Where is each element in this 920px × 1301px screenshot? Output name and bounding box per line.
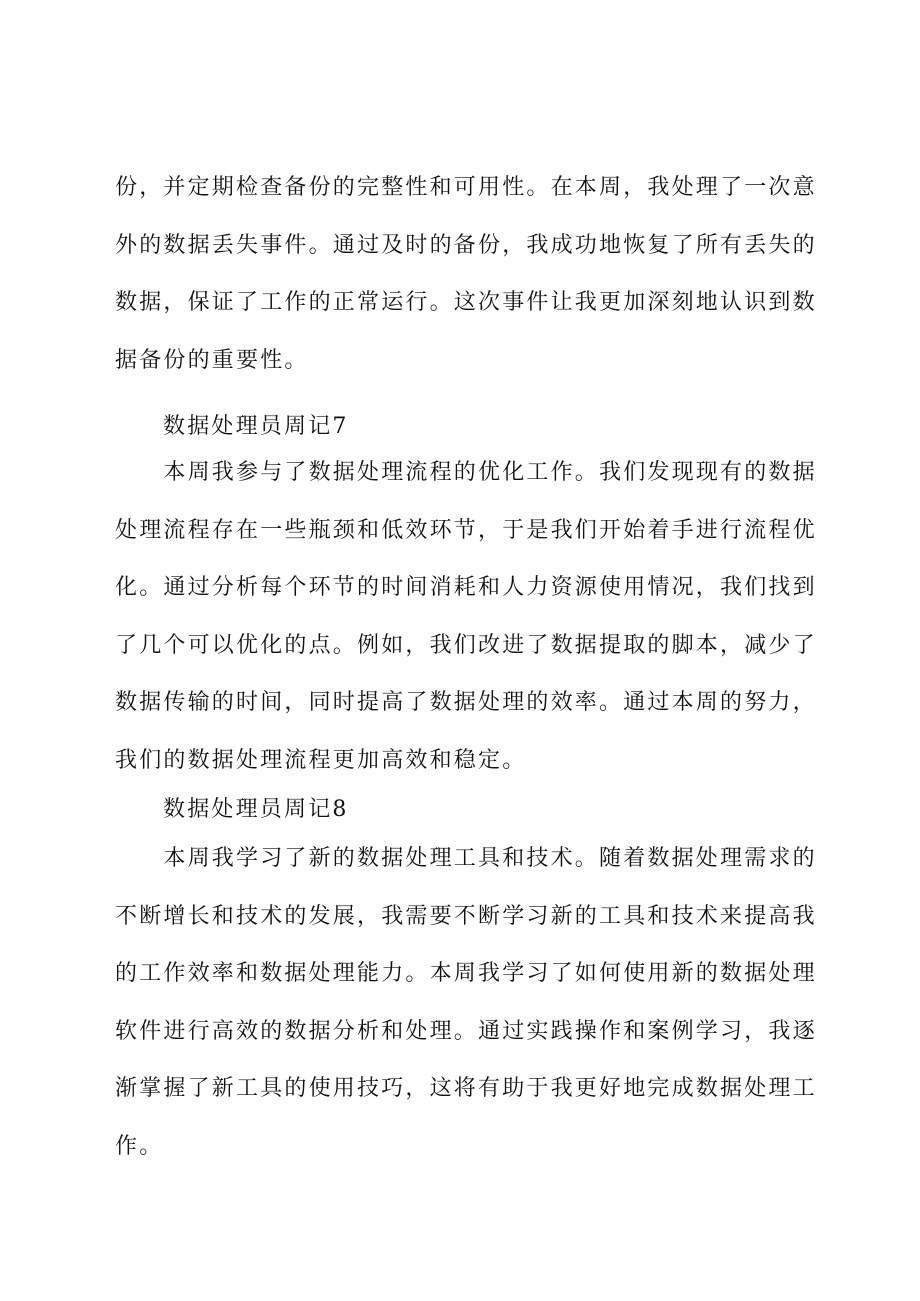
paragraph-line: 我们的数据处理流程更加高效和稳定。	[115, 747, 527, 773]
paragraph-line: 本周我参与了数据处理流程的优化工作。我们发现现有的数据	[115, 460, 817, 485]
paragraph-line: 本周我学习了新的数据处理工具和技术。随着数据处理需求的	[115, 846, 817, 871]
paragraph-line: 外的数据丢失事件。通过及时的备份，我成功地恢复了所有丢失的	[115, 232, 817, 258]
paragraph-line: 数据，保证了工作的正常运行。这次事件让我更加深刻地认识到数	[115, 290, 817, 315]
section-heading-8: 数据处理员周记8	[163, 797, 349, 822]
paragraph-line: 的工作效率和数据处理能力。本周我学习了如何使用新的数据处理	[115, 961, 817, 986]
paragraph-line: 了几个可以优化的点。例如，我们改进了数据提取的脚本，减少了	[115, 632, 817, 658]
paragraph-line: 作。	[115, 1133, 164, 1159]
paragraph-line: 处理流程存在一些瓶颈和低效环节，于是我们开始着手进行流程优	[115, 517, 817, 543]
paragraph-line: 不断增长和技术的发展，我需要不断学习新的工具和技术来提高我	[115, 903, 817, 929]
intro-paragraph	[115, 159, 817, 389]
paragraph-line: 化。通过分析每个环节的时间消耗和人力资源使用情况，我们找到	[115, 575, 817, 600]
paragraph-line: 份，并定期检查备份的完整性和可用性。在本周，我处理了一次意	[115, 175, 817, 200]
paragraph-line: 渐掌握了新工具的使用技巧，这将有助于我更好地完成数据处理工	[115, 1076, 817, 1101]
paragraph-line: 据备份的重要性。	[115, 347, 309, 373]
section-8-paragraph	[115, 830, 817, 1175]
section-heading-7: 数据处理员周记7	[163, 414, 349, 439]
paragraph-line: 软件进行高效的数据分析和处理。通过实践操作和案例学习，我逐	[115, 1018, 817, 1044]
section-7-paragraph	[115, 444, 817, 789]
paragraph-line: 数据传输的时间，同时提高了数据处理的效率。通过本周的努力，	[115, 690, 817, 715]
